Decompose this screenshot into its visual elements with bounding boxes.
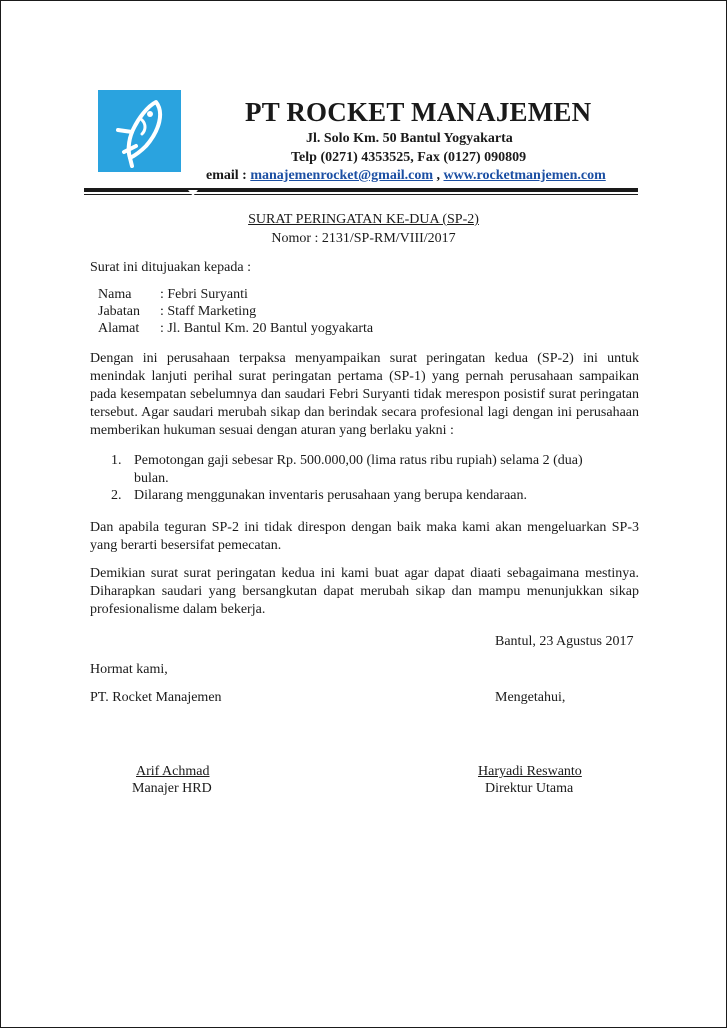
company-address: Jl. Solo Km. 50 Bantul Yogyakarta [306, 131, 513, 146]
addressed-to: Surat ini ditujuakan kepada : [90, 260, 251, 275]
email-link[interactable]: manajemenrocket@gmail.com [250, 168, 433, 183]
recipient-name-label: Nama [98, 287, 132, 302]
recipient-address-label: Alamat [98, 321, 140, 336]
signer-left-name: Arif Achmad [136, 764, 210, 779]
letter-number: Nomor : 2131/SP-RM/VIII/2017 [271, 231, 456, 246]
list-item-number: 2. [111, 488, 122, 503]
company-name: PT ROCKET MANAJEMEN [245, 97, 592, 127]
company-phone: Telp (0271) 4353525, Fax (0127) 090809 [291, 150, 527, 165]
recipient-position-label: Jabatan [98, 304, 140, 319]
header-divider-thick [84, 188, 638, 192]
place-date: Bantul, 23 Agustus 2017 [495, 634, 634, 649]
acknowledged-label: Mengetahui, [495, 690, 566, 705]
list-item: Dilarang menggunakan inventaris perusahaan yang berupa kendaraan. [134, 488, 528, 503]
website-link[interactable]: www.rocketmanjemen.com [443, 168, 606, 183]
signer-right-name: Haryadi Reswanto [478, 764, 582, 779]
signer-left-role: Manajer HRD [132, 781, 212, 796]
signer-right-role: Direktur Utama [485, 781, 574, 796]
recipient-position-value: : Staff Marketing [160, 304, 257, 319]
email-label: email : [206, 168, 247, 183]
body-paragraph-1: Dengan ini perusahaan terpaksa menyampaikan surat peringatan kedua (SP-2) ini untuk menindak lanjuti perihal surat peringatan pertama (SP-1) yang pernah perusahaan sampaikan pada kesempatan sebelumnya dan saudari Febri Suryanti tidak merespon posistif surat peringatan tersebut. Agar saudari merubah sikap dan berindak secara profesional lagi dengan ini perusahaan memberikan hukuman sesuai dengan aturan yang berlaku yakni : [90, 351, 639, 438]
closing-greeting: Hormat kami, [90, 662, 168, 677]
organization-name: PT. Rocket Manajemen [90, 690, 222, 705]
contact-line [206, 168, 606, 184]
body-paragraph-3: Demikian surat surat peringatan kedua ini kami buat agar dapat diaati sebagaimana mestinya. Diharapkan saudari yang bersangkutan dapat merubah sikap dan mampu menunjukkan sikap profesionalisme dalam bekerja. [90, 566, 639, 617]
recipient-address-value: : Jl. Bantul Km. 20 Bantul yogyakarta [160, 321, 374, 336]
list-item: Pemotongan gaji sebesar Rp. 500.000,00 (lima ratus ribu rupiah) selama 2 (dua) bulan. [134, 453, 583, 486]
list-item-number: 1. [111, 453, 122, 468]
contact-separator: , [436, 168, 440, 183]
divider-notch [188, 190, 198, 196]
header-divider-thin [84, 194, 638, 195]
body-paragraph-2: Dan apabila teguran SP-2 ini tidak direspon dengan baik maka kami akan mengeluarkan SP-3 yang berarti besersifat pemecatan. [90, 520, 639, 553]
letter-title: SURAT PERINGATAN KE-DUA (SP-2) [248, 212, 479, 227]
recipient-name-value: : Febri Suryanti [160, 287, 248, 302]
